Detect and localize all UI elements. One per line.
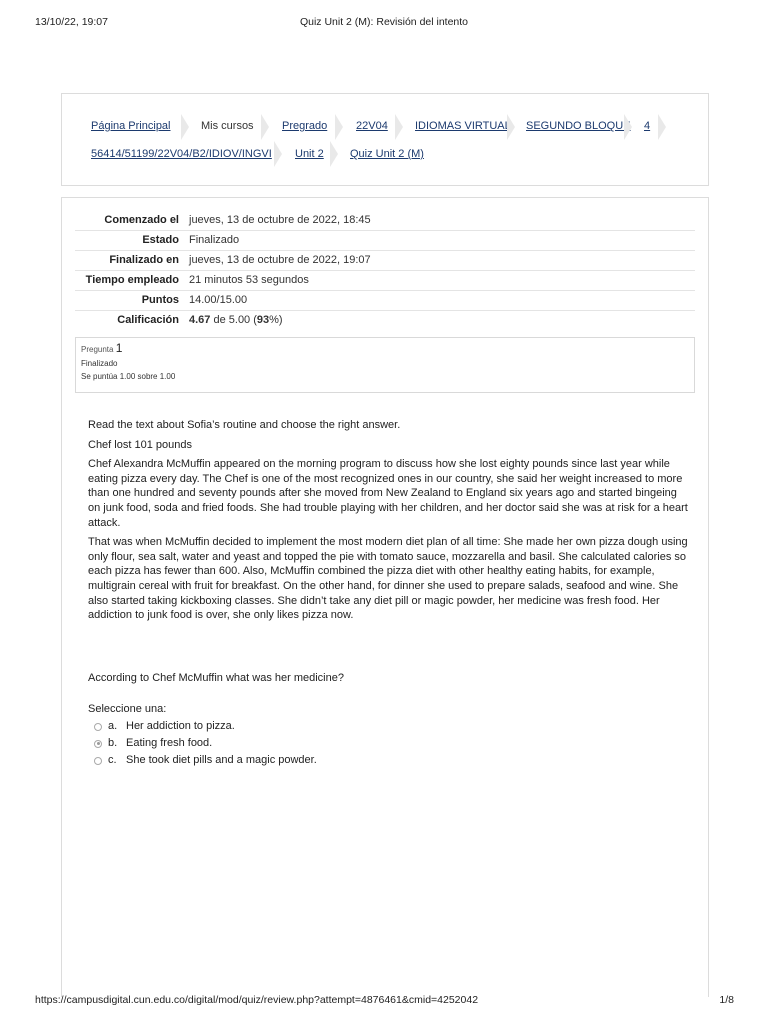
summary-value: 21 minutos 53 segundos	[189, 274, 309, 286]
radio-button-selected[interactable]	[94, 740, 102, 748]
breadcrumb-22v04-link[interactable]: 22V04	[356, 120, 388, 132]
summary-value: jueves, 13 de octubre de 2022, 19:07	[189, 254, 371, 266]
summary-row-state	[75, 231, 695, 251]
answer-option-a[interactable]: a. Her addiction to pizza.	[94, 718, 317, 735]
summary-row-grade	[75, 311, 695, 331]
summary-label: Calificación	[117, 314, 179, 326]
chevron-right-icon	[395, 114, 403, 140]
answer-option-c[interactable]: c. She took diet pills and a magic powder.	[94, 752, 317, 769]
answer-options	[94, 718, 317, 769]
breadcrumb-idiomas-link[interactable]: IDIOMAS VIRTUAL	[415, 120, 511, 132]
breadcrumb-my-courses-link[interactable]: Mis cursos	[201, 120, 254, 132]
summary-row-finished	[75, 251, 695, 271]
summary-label: Tiempo empleado	[85, 274, 179, 286]
print-url: https://campusdigital.cun.edu.co/digital/mod/quiz/review.php?attempt=4876461&cmid=4252042	[35, 994, 479, 1006]
summary-label: Comenzado el	[104, 214, 179, 226]
print-header	[0, 16, 768, 32]
question-state: Finalizado	[81, 359, 118, 368]
question-content	[88, 418, 688, 767]
reading-paragraph: That was when McMuffin decided to implement the most modern diet plan of all time: She made her own pizza dough using only flour, sea salt, water and yeast and topped the pie with tomato sauce, mozzarella and basil. She calculated calories so each pizza has fewer than 600. Also, McMuffin combined the pizza diet with other healthy eating habits, for example, multigrain cereal with fruit for breakfast. On the other hand, for dinner she used to prepare salads, seafood and wine. She also started taking kickboxing classes. She didn’t take any diet pill or magic powder, her medicine was fresh food. Her addiction to junk food is over, she only likes pizza now.	[88, 536, 688, 622]
attempt-summary-table	[75, 211, 695, 330]
question-intro: Read the text about Sofia’s routine and choose the right answer.	[88, 419, 401, 431]
print-date: 13/10/22, 19:07	[35, 16, 108, 28]
summary-value: jueves, 13 de octubre de 2022, 18:45	[189, 214, 371, 226]
radio-button[interactable]	[94, 723, 102, 731]
chevron-right-icon	[330, 141, 338, 167]
summary-label: Estado	[142, 234, 179, 246]
chevron-right-icon	[624, 114, 632, 140]
reading-heading: Chef lost 101 pounds	[88, 438, 192, 451]
breadcrumb-4-link[interactable]: 4	[644, 120, 651, 132]
summary-label: Puntos	[141, 294, 179, 306]
question-info	[75, 337, 695, 393]
summary-row-time-taken	[75, 271, 695, 291]
chevron-right-icon	[507, 114, 515, 140]
breadcrumb-course-link[interactable]: 56414/51199/22V04/B2/IDIOV/INGVI	[91, 148, 272, 160]
breadcrumb-segundo-bloque-link[interactable]: SEGUNDO BLOQUE	[526, 120, 631, 132]
summary-value: Finalizado	[189, 234, 240, 246]
reading-paragraph: Chef Alexandra McMuffin appeared on the morning program to discuss how she lost eighty pounds since last year while eating pizza every day. The Chef is one of the most recognized ones in our country, she said her weight increased to more than one hundred and seventy pounds after she moved from New Zealand to England six years ago and started bingeing on junk food, soda and fried foods. She had trouble playing with her children, and her doctor said she was at risk for a heart attack.	[88, 458, 688, 529]
grade-score: 4.67	[189, 314, 211, 326]
print-page-title: Quiz Unit 2 (M): Revisión del intento	[299, 16, 469, 28]
chevron-right-icon	[658, 114, 666, 140]
chevron-right-icon	[274, 141, 282, 167]
chevron-right-icon	[335, 114, 343, 140]
summary-label: Finalizado en	[109, 254, 179, 266]
print-page-number: 1/8	[719, 994, 734, 1006]
answer-prompt: Seleccione una:	[88, 703, 167, 715]
question-grade: Se puntúa 1.00 sobre 1.00	[81, 372, 176, 381]
breadcrumb	[61, 93, 709, 186]
summary-row-started	[75, 211, 695, 231]
radio-button[interactable]	[94, 757, 102, 765]
summary-value: 4.67 de 5.00 (93%)	[189, 314, 283, 326]
question-text: According to Chef McMuffin what was her medicine?	[88, 672, 344, 684]
breadcrumb-unit-link[interactable]: Unit 2	[295, 148, 324, 160]
breadcrumb-pregrado-link[interactable]: Pregrado	[282, 120, 328, 132]
chevron-right-icon	[261, 114, 269, 140]
breadcrumb-home-link[interactable]: Página Principal	[91, 120, 171, 132]
summary-row-marks	[75, 291, 695, 311]
chevron-right-icon	[181, 114, 189, 140]
summary-value: 14.00/15.00	[189, 294, 248, 306]
question-number: Pregunta 1	[81, 341, 123, 355]
breadcrumb-quiz-link[interactable]: Quiz Unit 2 (M)	[350, 148, 424, 160]
answer-option-b[interactable]: b. Eating fresh food.	[94, 735, 317, 752]
grade-percent: 93	[256, 314, 270, 326]
